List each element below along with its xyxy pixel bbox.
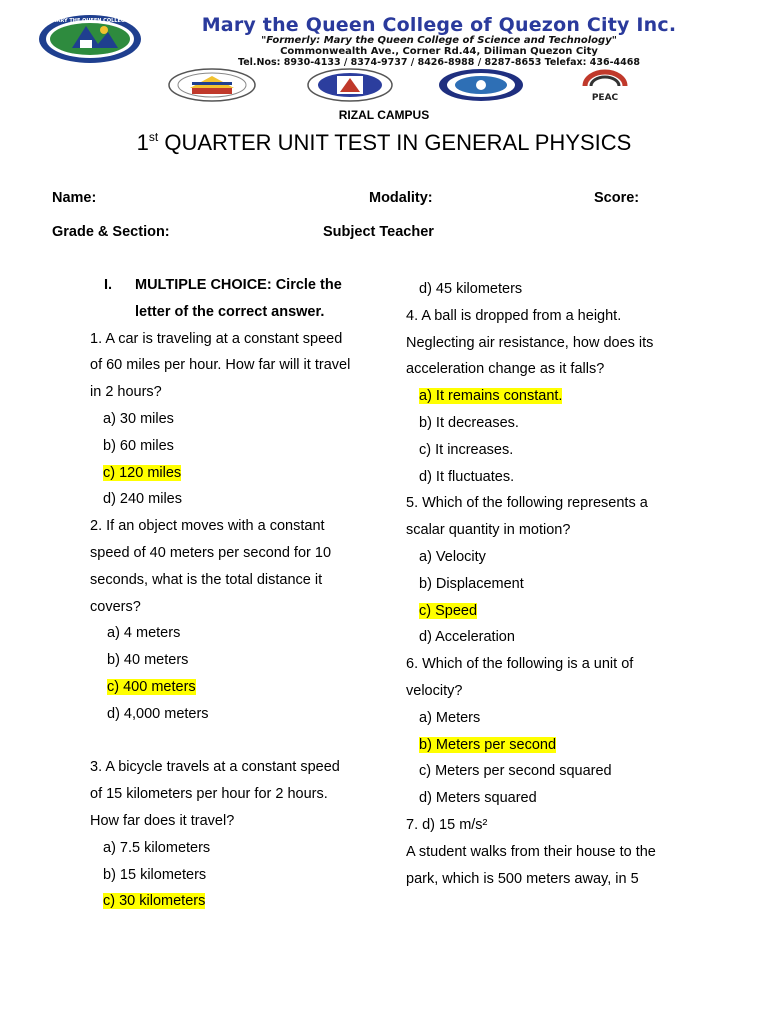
answer-option-correct: [90, 460, 375, 487]
question-text: velocity?: [406, 682, 463, 699]
highlighted-answer: c) 120 miles: [103, 464, 182, 481]
answer-option: a) 4 meters: [107, 625, 181, 642]
question-text: 5. Which of the following represents a: [406, 495, 648, 512]
question-text: 2. If an object moves with a constant: [90, 518, 325, 535]
answer-option-correct: [90, 888, 375, 915]
peac-text: PEAC: [591, 93, 619, 102]
peac-logo-icon: [577, 68, 633, 102]
highlighted-answer: c) Speed: [419, 602, 478, 619]
question-label: 7. d) 15 m/s²: [406, 816, 488, 833]
answer-option-correct: [90, 674, 375, 701]
section-title: MULTIPLE CHOICE: Circle the letter of the correct answer.: [135, 277, 342, 320]
tesda-seal-icon: [438, 68, 524, 102]
question-2: [90, 513, 375, 727]
modality-field-label: Modality:: [369, 190, 433, 206]
question-text: A student walks from their house to the: [406, 843, 656, 860]
question-text: of 15 kilometers per hour for 2 hours.: [90, 786, 328, 803]
title-superscript: st: [148, 130, 159, 144]
answer-option: b) Displacement: [419, 575, 524, 592]
answer-option: d) Acceleration: [419, 629, 515, 646]
question-3: [90, 754, 375, 915]
question-text: seconds, what is the total distance it: [90, 571, 323, 588]
question-text: of 60 miles per hour. How far will it travel: [90, 357, 351, 374]
answer-option: d) 45 kilometers: [419, 281, 523, 297]
deped-seal-icon: [307, 68, 393, 102]
answer-option-correct: [406, 383, 696, 410]
answer-option: b) 40 meters: [107, 652, 189, 669]
page-title: [0, 130, 768, 156]
answer-option: a) Velocity: [419, 548, 486, 565]
question-5: [406, 490, 696, 651]
grade-section-field-label: Grade & Section:: [52, 224, 170, 240]
question-text: speed of 40 meters per second for 10: [90, 544, 332, 561]
campus-name: RIZAL CAMPUS: [338, 108, 430, 122]
answer-option: c) It increases.: [419, 441, 514, 458]
answer-option: a) 30 miles: [103, 410, 174, 427]
score-field-label: Score:: [594, 190, 640, 206]
answer-option: c) Meters per second squared: [419, 763, 612, 780]
answer-option: d) It fluctuates.: [419, 468, 515, 485]
highlighted-answer: c) 400 meters: [107, 678, 196, 695]
left-column: [90, 272, 375, 915]
question-text: covers?: [90, 598, 141, 615]
answer-option: a) Meters: [419, 709, 481, 726]
spacer: [90, 728, 375, 755]
school-phones: Tel.Nos: 8930-4133 / 8374-9737 / 8426-8988 / 8287-8653 Telefax: 436-4468: [238, 57, 640, 68]
answer-option: d) Meters squared: [419, 790, 537, 807]
question-text: park, which is 500 meters away, in 5: [406, 870, 639, 887]
highlighted-answer: c) 30 kilometers: [103, 893, 206, 910]
question-6: [406, 651, 696, 812]
question-text: in 2 hours?: [90, 384, 162, 401]
logo-text: MARY THE QUEEN COLLEGE: [51, 18, 129, 24]
answer-option-correct: [406, 732, 696, 759]
answer-option: d) 240 miles: [103, 491, 182, 508]
name-field-label: Name:: [52, 190, 97, 206]
right-column: [406, 276, 696, 892]
seal-icon: [168, 68, 256, 102]
highlighted-answer: a) It remains constant.: [419, 388, 563, 405]
answer-option-correct: [406, 598, 696, 625]
school-address: Commonwealth Ave., Corner Rd.44, Diliman Quezon City: [280, 46, 598, 57]
section-heading: [90, 272, 375, 326]
answer-option: b) 15 kilometers: [103, 866, 207, 883]
answer-option: b) 60 miles: [103, 437, 174, 454]
highlighted-answer: b) Meters per second: [419, 736, 557, 753]
answer-option: a) 7.5 kilometers: [103, 839, 211, 856]
question-text: 3. A bicycle travels at a constant speed: [90, 759, 340, 776]
section-number: I.: [104, 277, 113, 293]
school-logo-icon: [38, 14, 142, 64]
question-text: 1. A car is traveling at a constant speed: [90, 330, 343, 347]
question-4: [406, 303, 696, 491]
subject-teacher-field-label: Subject Teacher: [323, 224, 434, 240]
title-text: QUARTER UNIT TEST IN GENERAL PHYSICS: [158, 130, 632, 155]
school-name: Mary the Queen College of Quezon City Inc.: [201, 14, 677, 36]
question-text: scalar quantity in motion?: [406, 522, 571, 539]
question-text: Neglecting air resistance, how does its: [406, 334, 654, 351]
question-1: [90, 326, 375, 514]
answer-option: b) It decreases.: [419, 414, 519, 431]
question-7: [406, 812, 696, 892]
question-text: 4. A ball is dropped from a height.: [406, 307, 622, 324]
question-text: acceleration change as it falls?: [406, 361, 605, 378]
school-former-name: "Formerly: Mary the Queen College of Science and Technology": [261, 35, 617, 46]
title-prefix: 1: [136, 130, 149, 155]
question-text: How far does it travel?: [90, 812, 235, 829]
answer-option: d) 4,000 meters: [107, 705, 209, 722]
question-text: 6. Which of the following is a unit of: [406, 656, 634, 673]
